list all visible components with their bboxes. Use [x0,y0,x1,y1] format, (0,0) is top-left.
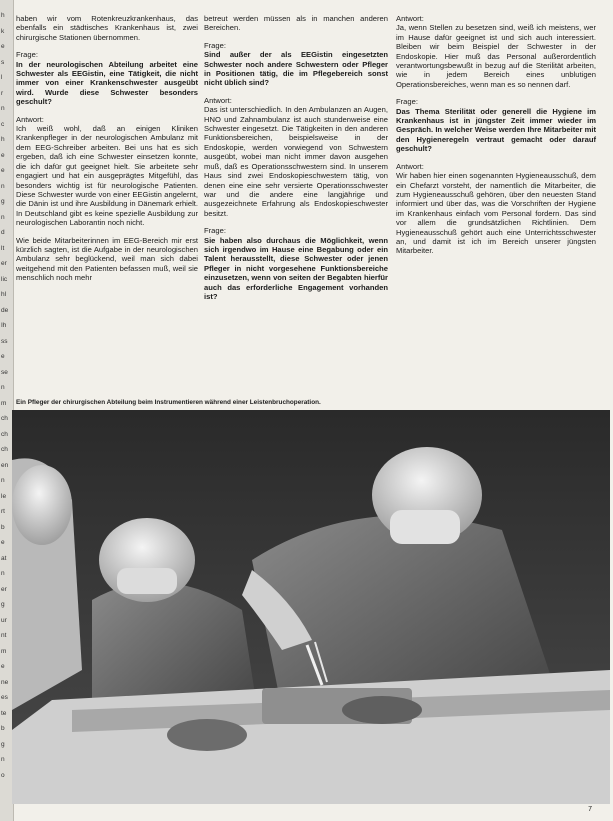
speaker-label: Frage: [16,50,38,60]
gutter-fragment: k [1,27,5,35]
gutter-fragment: Ih [1,322,7,329]
gutter-fragment: n [1,384,5,391]
surgery-photo [12,410,610,804]
text-column-3 [396,14,596,264]
interview-answer: Ich weiß wohl, daß an einigen Kliniken Krankenpfleger in der neurologischen Ambulanz mit dem EEG-Schreiber arbeiten. Bei uns hat es sich ergeben, daß ich eine Schwester einsetzen konnte, die ich dafür gut geeignet hielt. Sie arbeitete sehr engagiert und hat ein ausgeprägtes Mitgefühl, das besonders wichtig ist für neurologische Patienten. Diese Schwester wurde von einer EEGistin angelernt, die Dänin ist und ihre Ausbildung in Dänemark erhielt. In Deutschland gibt es keine spezielle Ausbildung zur neurologischen Laborantin noch nicht. [16,124,198,228]
interview-question: In der neurologischen Abteilung arbeitet eine Schwester als EEGistin, eine Tätigkeit, die nicht immer von einer Krankenschwester ausgeübt wird. Wurde diese Schwester besonders geschult? [16,59,198,107]
gutter-fragment: lt [1,244,5,252]
gutter-fragment: l [1,74,3,81]
gutter-fragment: n [1,756,5,763]
gutter-fragment: b [1,523,5,531]
speaker-label: Frage: [396,97,418,107]
middle-person-mask [117,568,177,594]
interview-question: Sind außer der als EEGistin eingesetzten Schwester noch andere Schwestern oder Pfleger in Positionen tätig, die im Pflegebereich sonst nicht üblich sind? [204,50,388,88]
gutter-fragment: te [1,709,7,717]
gutter-fragment: o [1,771,5,779]
gutter-fragment: en [1,461,9,469]
gutter-fragment: ur [1,616,7,624]
speaker-label: Antwort: [396,14,424,23]
interview-question: Sie haben also durchaus die Möglichkeit, wenn sich irgendwo im Hause eine Begabung oder ein Talent herausstellt, diese Schwester oder jenen Pfleger in nicht vorgesehene Funktionsbereiche einzusetzen, wenn von seiten der Begabten hierfür auch das erforderliche Engagement vorhanden ist? [204,235,388,301]
interview-question: Das Thema Sterilität oder generell die Hygiene im Krankenhaus ist in jüngster Zeit immer wieder im Gespräch. In welcher Weise werden Ihre Mitarbeiter mit den Hygieneregeln vertraut gemacht oder darauf geschult? [396,106,596,154]
gutter-fragment: er [1,585,7,593]
gutter-fragment: le [1,492,7,500]
interview-answer: haben wir vom Rotenkreuzkrankenhaus, das ebenfalls ein städtisches Krankenhaus ist, zwei chirurgische Stationen übernommen. [16,14,198,42]
gutter-fragment: g [1,601,5,608]
gutter-fragment: er [1,260,7,267]
gutter-fragment: h [1,12,5,19]
gutter-fragment: at [1,554,7,562]
gutter-fragment: n [1,105,5,112]
gutter-fragment: d [1,229,5,236]
gutter-fragment: h [1,136,5,143]
gutter-fragment: ch [1,430,8,438]
text-column-1 [16,14,198,291]
gutter-fragment: m [1,399,7,407]
interview-answer: Wie beide Mitarbeiterinnen im EEG-Bereich mir erst kürzlich sagten, ist die Aufgabe in der neurologischen Ambulanz sehr beglückend, weil man sich dabei weitgehend mit den Patienten befassen muß, weil sie menschlich noch mehr [16,235,198,283]
gutter-fragment: e [1,43,5,50]
speaker-label: Frage: [204,226,226,236]
gutter-fragment: e [1,539,5,546]
speaker-label: Antwort: [16,114,44,124]
gutter-fragment: e [1,167,5,174]
right-person-mask [390,510,460,544]
speaker-label: Frage: [204,40,226,50]
gutter-fragment: n [1,182,5,190]
magazine-page [16,0,608,821]
gutter-fragment: n [1,213,5,221]
gutter-fragment: rt [1,508,5,515]
gutter-fragment: e [1,663,5,670]
interview-answer: Wir haben hier einen sogenannten Hygieneausschuß, dem ein Chefarzt vorsteht, der namentlich die Mitarbeiter, die zum Hygieneausschuß gehören, über den neuesten Stand informiert und über das, was die Vorschriften der Hygiene im Krankenhaus einfach vom Personal fordern. Das sind vor allem die grundsätzlichen Richtlinien. Dem Hygieneausschuß gehört auch eine Unterrichtsschwester an, und damit ist ich im Bereich unserer jüngsten Mitarbeiter. [396,171,596,256]
gutter-fragment: g [1,198,5,205]
gutter-fragment: c [1,120,5,128]
gutter-fragment: ch [1,446,8,453]
text-column-2 [204,14,388,309]
gutter-fragment: g [1,740,5,748]
photo-caption: Ein Pfleger der chirurgischen Abteilung beim Instrumentieren während einer Leistenbruchoperation. [16,399,321,406]
page-number: 7 [588,806,592,813]
gutter-fragment: e [1,353,5,360]
interview-answer: Ja, wenn Stellen zu besetzen sind, weiß ich meistens, wer im Hause dafür geeignet ist und sich auch interessiert. Bleiben wir beim Beispiel der Schwester in der Endoskopie. Hier muß das Personal außerordentlich verantwortungsbewußt in bezug auf die Sterilität arbeiten, wie in jedem Bereich eines unblutigen Operationsbereiches, wenn man es so nennen darf. [396,23,596,89]
gutter-fragment: m [1,647,7,655]
gutter-fragment: s [1,58,5,66]
left-person-head [12,465,72,545]
gutter-fragment: ne [1,678,9,686]
gutter-fragment: n [1,477,5,484]
gutter-fragment: de [1,306,9,314]
gutter-fragment: es [1,694,8,701]
gutter-fragment: b [1,725,5,732]
gutter-fragment: hl [1,291,7,298]
interview-answer: betreut werden müssen als in manchen anderen Bereichen. [204,14,388,33]
gutter-fragment: nt [1,632,7,639]
gutter-fragment: r [1,89,4,97]
gutter-fragment: se [1,368,8,376]
bowl [167,719,247,751]
interview-answer: Das ist unterschiedlich. In den Ambulanzen an Augen, HNO und Zahnambulanz ist auch stundenweise eine Schwester eingesetzt. Die Tätigkeiten in den anderen Funktionsbereichen, beispielsweise in der Endoskopie, werden vorwiegend von Schwestern ausgeübt, wobei man nicht immer davon ausgehen muß, daß es Operationsschwestern sind. In unserem Haus sind zwei Endoskopieschwestern tätig, von denen eine eine sehr versierte Operationsschwester war und die andere eine langjährige und ausgezeichnete Erfahrung als Endoskopieschwester besitzt. [204,105,388,218]
speaker-label: Antwort: [396,161,424,171]
gutter-fragment: n [1,570,5,577]
speaker-label: Antwort: [204,95,232,105]
gutter-fragment: lic [1,275,8,283]
gutter-fragment: ss [1,337,8,345]
gutter-fragment: e [1,151,5,159]
gutter-fragment: ch [1,415,8,422]
